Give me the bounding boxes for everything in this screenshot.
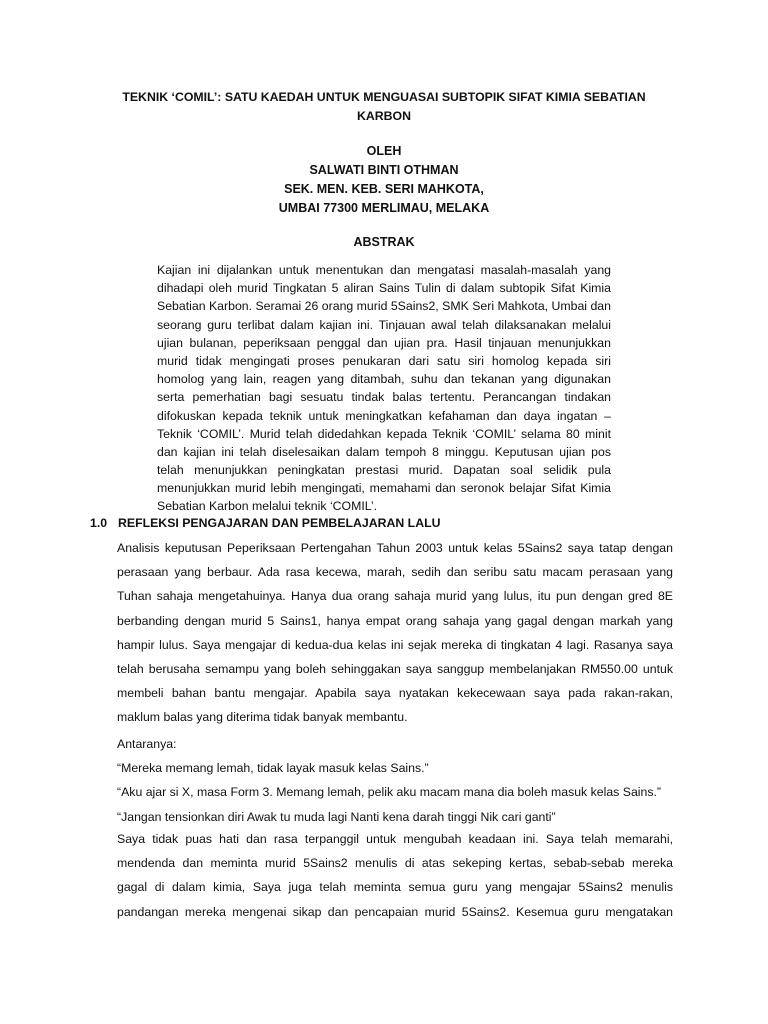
abstract-line: menunjukkan murid lebih mengingati, memahami dan seronok belajar Sifat Kimia [157, 481, 611, 496]
title-line: KARBON [357, 109, 411, 123]
paper-title [100, 88, 668, 126]
quote-intro: Antaranya: [117, 737, 177, 751]
author-name: SALWATI BINTI OTHMAN [309, 163, 459, 177]
abstract-line: Sebatian Karbon melalui teknik ‘COMIL’. [157, 499, 378, 514]
body-paragraph-1 [117, 536, 673, 730]
school-name: SEK. MEN. KEB. SERI MAHKOTA, [284, 182, 484, 196]
body-line: mendenda dan meminta murid 5Sains2 menulis di atas sekeping kertas, sebab-sebab mereka [117, 856, 673, 871]
body-line: perasaan yang berbaur. Ada rasa kecewa, marah, sedih dan seribu satu macam perasaan yang [117, 565, 673, 580]
abstract-line: serta pemerhatian bagi sesuatu tindak balas tertentu. Perancangan tindakan [157, 390, 611, 405]
abstract-line: seorang guru terlibat dalam kajian ini. Tinjauan awal telah dilaksanakan melalui [157, 317, 611, 332]
abstract-line: murid tidak mengingati proses penukaran dari satu siri homolog kepada siri [157, 353, 611, 368]
body-line: telah berusaha semampu yang boleh sehinggakan saya sanggup membelanjakan RM550.00 untuk [117, 661, 673, 676]
abstract-line: dihadapi oleh murid Tingkatan 5 aliran Sains Tulin di dalam subtopik Sifat Kimia [157, 281, 611, 296]
quote-line: “Aku ajar si X, masa Form 3. Memang lemah, pelik aku macam mana dia boleh masuk kelas Sains.” [117, 785, 662, 800]
section-title: REFLEKSI PENGAJARAN DAN PEMBELAJARAN LALU [118, 516, 441, 530]
quote-line: “Jangan tensionkan diri Awak tu muda lagi Nanti kena darah tinggi Nik cari ganti” [117, 809, 556, 824]
abstract-line: Sebatian Karbon. Seramai 26 orang murid 5Sains2, SMK Seri Mahkota, Umbai dan [157, 299, 611, 314]
quotes-block [117, 732, 673, 829]
body-line: gagal di dalam kimia, Saya juga telah meminta semua guru yang mengajar 5Sains2 menulis [117, 880, 673, 895]
by-label: OLEH [366, 144, 402, 158]
body-line: Saya tidak puas hati dan rasa terpanggil untuk mengubah keadaan ini. Saya telah memarahi, [117, 832, 673, 846]
body-line: Analisis keputusan Peperiksaan Pertengahan Tahun 2003 untuk kelas 5Sains2 saya tatap dengan [117, 541, 673, 555]
abstract-line: dan kajian ini telah diselesaikan dalam tempoh 8 minggu. Keputusan ujian pos [157, 444, 611, 459]
abstract-line: Teknik ‘COMIL’. Murid telah didedahkan kepada Teknik ‘COMIL’ selama 80 minit [157, 426, 611, 441]
abstract-heading: ABSTRAK [353, 235, 415, 249]
body-line: maklum balas yang diterima tidak banyak membantu. [117, 710, 408, 725]
body-line: hampir lulus. Saya mengajar di kedua-dua kelas ini sejak mereka di tingkatan 4 lagi. Rasanya saya [117, 637, 673, 652]
abstract-line: difokuskan kepada teknik untuk meningkatkan kefahaman dan daya ingatan – [157, 408, 611, 423]
title-line: TEKNIK ‘COMIL’: SATU KAEDAH UNTUK MENGUASAI SUBTOPIK SIFAT KIMIA SEBATIAN [122, 90, 646, 104]
abstract-line: homolog yang lain, reagen yang ditambah, suhu dan tekanan yang digunakan [157, 372, 611, 387]
abstract-line: telah menunjukkan peningkatan prestasi murid. Dapatan soal selidik pula [157, 463, 611, 478]
body-line: Tuhan sahaja mengetahuinya. Hanya dua orang sahaja murid yang lulus, itu pun dengan gred 8E [117, 589, 673, 604]
abstract-line: ujian bulanan, peperiksaan penggal dan ujian pra. Hasil tinjauan menunjukkan [157, 335, 611, 350]
school-address: UMBAI 77300 MERLIMAU, MELAKA [278, 201, 490, 215]
section-number: 1.0 [90, 516, 108, 530]
abstract-line: Kajian ini dijalankan untuk menentukan dan mengatasi masalah-masalah yang [157, 263, 611, 277]
section-heading [90, 516, 440, 530]
body-line: pandangan mereka mengenai sikap dan pencapaian murid 5Sains2. Kesemua guru mengatakan [117, 904, 673, 919]
quote-line: “Mereka memang lemah, tidak layak masuk kelas Sains.” [117, 761, 429, 776]
body-line: membeli bahan bantu mengajar. Apabila saya nyatakan kekecewaan saya pada rakan-rakan, [117, 686, 673, 701]
abstract-body [157, 261, 611, 516]
body-paragraph-2 [117, 827, 673, 924]
body-line: berbanding dengan murid 5 Sains1, hanya empat orang sahaja yang gagal dengan markah yang [117, 613, 673, 628]
